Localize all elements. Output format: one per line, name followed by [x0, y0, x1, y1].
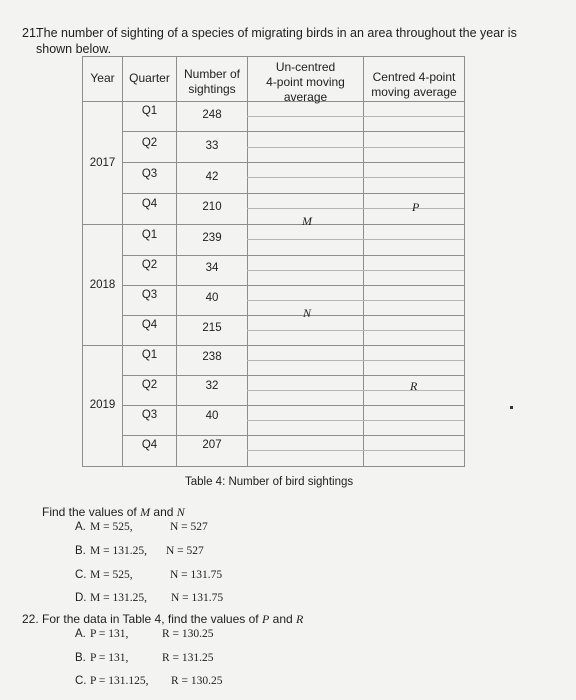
option-c[interactable]: C. M = 525, N = 131.75 — [75, 569, 223, 581]
sightings-cell: 40 — [205, 410, 219, 422]
quarter-cell: Q3 — [141, 168, 158, 180]
question-number: 21. — [22, 26, 40, 40]
quarter-cell: Q3 — [141, 289, 158, 301]
question-22-stem: 22. For the data in Table 4, find the values of P and R — [22, 612, 304, 626]
variable-p: P — [412, 200, 420, 214]
question-text: The number of sighting of a species of migrating birds in an area throughout the year is shown below. — [36, 26, 517, 56]
sightings-cell: 215 — [202, 322, 222, 334]
quarter-cell: Q2 — [141, 137, 158, 149]
sightings-cell: 33 — [205, 140, 219, 152]
quarter-cell: Q2 — [141, 379, 158, 391]
sightings-cell: 238 — [202, 351, 222, 363]
header-uncentred-average: Un-centred 4-point moving average — [266, 60, 345, 104]
sightings-cell: 42 — [205, 171, 219, 183]
option-b[interactable]: B. M = 131.25, N = 527 — [75, 545, 204, 557]
quarter-cell: Q4 — [141, 439, 158, 451]
question-number: 22. — [22, 612, 39, 626]
sightings-cell: 207 — [202, 439, 222, 451]
sightings-cell: 239 — [202, 232, 222, 244]
option-d[interactable]: D. M = 131.25, N = 131.75 — [75, 592, 224, 604]
bird-sightings-table — [82, 56, 465, 467]
option-a[interactable]: A. P = 131, R = 130.25 — [75, 628, 214, 640]
option-a[interactable]: A. M = 525, N = 527 — [75, 521, 208, 533]
quarter-cell: Q1 — [141, 105, 158, 117]
quarter-cell: Q3 — [141, 409, 158, 421]
variable-n: N — [303, 306, 312, 320]
quarter-cell: Q4 — [141, 319, 158, 331]
quarter-cell: Q2 — [141, 259, 158, 271]
quarter-cell: Q1 — [141, 349, 158, 361]
year-cell: 2018 — [89, 279, 116, 291]
header-sightings: Number of sightings — [183, 67, 241, 96]
sightings-cell: 34 — [205, 262, 219, 274]
header-quarter: Quarter — [129, 71, 170, 85]
sightings-cell: 248 — [202, 109, 222, 121]
table-caption: Table 4: Number of bird sightings — [185, 476, 354, 488]
sightings-cell: 210 — [202, 201, 222, 213]
year-cell: 2017 — [89, 157, 116, 169]
year-cell: 2019 — [89, 399, 116, 411]
sightings-cell: 32 — [205, 380, 219, 392]
variable-r: R — [410, 379, 418, 393]
header-centred-average: Centred 4-point moving average — [371, 70, 457, 99]
quarter-cell: Q4 — [141, 198, 158, 210]
find-values-prompt: Find the values of M and N — [42, 505, 185, 519]
option-c[interactable]: C. P = 131.125, R = 130.25 — [75, 675, 223, 687]
sightings-cell: 40 — [205, 292, 219, 304]
option-b[interactable]: B. P = 131, R = 131.25 — [75, 652, 214, 664]
variable-m: M — [302, 214, 312, 228]
header-year: Year — [90, 71, 115, 85]
quarter-cell: Q1 — [141, 229, 158, 241]
stray-mark — [510, 406, 513, 409]
